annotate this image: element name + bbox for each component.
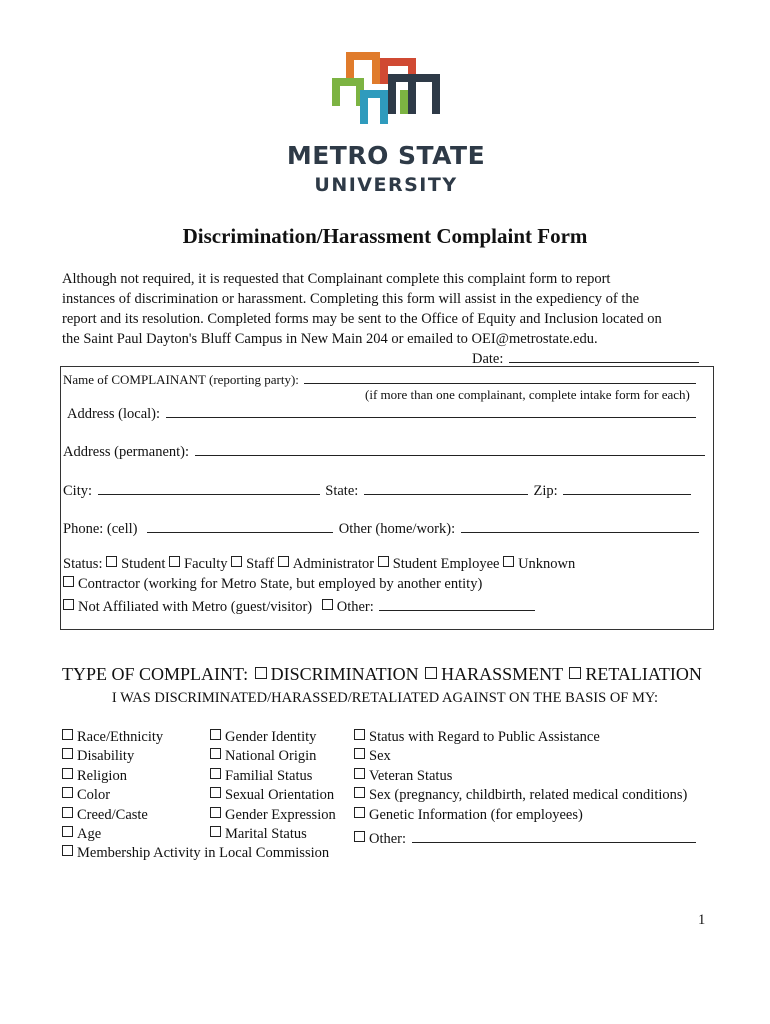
name-field[interactable] [304, 369, 696, 384]
logo-green-bar [332, 78, 364, 106]
checkbox[interactable] [378, 556, 389, 567]
basis-option[interactable]: Genetic Information (for employees) [354, 806, 698, 825]
status-option[interactable]: Unknown [503, 556, 575, 572]
basis-option[interactable]: Familial Status [210, 767, 336, 786]
not-affiliated-label: Not Affiliated with Metro (guest/visitor) [78, 599, 313, 615]
checkbox[interactable] [210, 787, 221, 798]
logo-title: METRO STATE [286, 141, 486, 170]
checkbox[interactable] [210, 768, 221, 779]
basis-option[interactable]: Sexual Orientation [210, 786, 336, 805]
basis-option[interactable]: Gender Identity [210, 728, 336, 747]
basis-option[interactable]: Membership Activity in Local Commission [62, 844, 329, 863]
checkbox[interactable] [569, 667, 581, 679]
zip-field[interactable] [563, 480, 691, 495]
status-option[interactable]: Administrator [278, 556, 374, 572]
status-other-field[interactable] [379, 596, 535, 611]
address-perm-label: Address (permanent): [63, 444, 190, 460]
checkbox[interactable] [169, 556, 180, 567]
state-field[interactable] [364, 480, 528, 495]
checkbox[interactable] [62, 787, 73, 798]
checkbox[interactable] [62, 729, 73, 740]
phone-cell-field[interactable] [147, 518, 333, 533]
address-local-label: Address (local): [67, 406, 161, 422]
status-row [63, 556, 575, 573]
basis-column-2 [210, 728, 336, 844]
checkbox[interactable] [210, 807, 221, 818]
phone-cell-label: Phone: (cell) [63, 521, 138, 537]
checkbox[interactable] [354, 831, 365, 842]
name-row [63, 369, 698, 388]
checkbox[interactable] [503, 556, 514, 567]
not-affiliated-row [63, 596, 537, 616]
basis-option[interactable]: Veteran Status [354, 767, 698, 786]
basis-heading: I WAS DISCRIMINATED/HARASSED/RETALIATED AGAINST ON THE BASIS OF MY: [111, 690, 659, 706]
logo-blue-bar [360, 90, 388, 124]
city-field[interactable] [98, 480, 320, 495]
basis-option[interactable]: Age [62, 825, 329, 844]
status-option[interactable]: Faculty [169, 556, 228, 572]
basis-option[interactable]: Disability [62, 747, 329, 766]
address-perm-field[interactable] [195, 441, 705, 456]
basis-option[interactable]: Creed/Caste [62, 806, 329, 825]
contractor-row[interactable] [63, 576, 482, 593]
basis-option[interactable]: Sex [354, 747, 698, 766]
name-note: (if more than one complainant, complete intake form for each) [365, 387, 690, 402]
checkbox[interactable] [210, 748, 221, 759]
checkbox[interactable] [354, 729, 365, 740]
contractor-label: Contractor (working for Metro State, but employed by another entity) [78, 576, 483, 592]
checkbox[interactable] [210, 729, 221, 740]
status-other-label: Other: [336, 599, 374, 615]
basis-column-3 [354, 728, 698, 849]
metro-state-logo [276, 44, 496, 144]
date-field[interactable] [509, 348, 699, 363]
checkbox[interactable] [63, 599, 74, 610]
intro-line: the Saint Paul Dayton's Bluff Campus in New Main 204 or emailed to OEI@metrostate.edu. [62, 331, 598, 347]
basis-option[interactable]: Race/Ethnicity [62, 728, 329, 747]
intro-line: report and its resolution. Completed forms may be sent to the Office of Equity and Inclusion located on [62, 311, 662, 327]
complaint-option[interactable]: DISCRIMINATION [253, 664, 419, 684]
date-label: Date: [472, 351, 504, 367]
city-row [63, 480, 693, 500]
basis-option[interactable]: Color [62, 786, 329, 805]
complaint-type-label: TYPE OF COMPLAINT: [62, 664, 249, 684]
complaint-type-row [62, 664, 702, 685]
name-label: Name of COMPLAINANT (reporting party): [63, 372, 299, 387]
intro-line: Although not required, it is requested that Complainant complete this complaint form to report [62, 271, 611, 287]
intro-paragraph [62, 269, 702, 349]
checkbox[interactable] [278, 556, 289, 567]
checkbox[interactable] [354, 787, 365, 798]
checkbox[interactable] [63, 576, 74, 587]
page-number: 1 [698, 912, 706, 928]
logo-subtitle: UNIVERSITY [314, 174, 458, 196]
complaint-option[interactable]: HARASSMENT [423, 664, 563, 684]
address-perm-row [63, 441, 707, 461]
basis-other-label: Other: [369, 831, 407, 848]
checkbox[interactable] [62, 826, 73, 837]
status-option[interactable]: Staff [231, 556, 274, 572]
checkbox[interactable] [354, 807, 365, 818]
zip-label: Zip: [533, 483, 558, 499]
basis-option[interactable]: Religion [62, 767, 329, 786]
checkbox[interactable] [62, 807, 73, 818]
basis-option[interactable]: National Origin [210, 747, 336, 766]
basis-other-row [354, 828, 698, 849]
status-option[interactable]: Student Employee [378, 556, 500, 572]
form-title: Discrimination/Harassment Complaint Form [182, 224, 588, 248]
phone-row [63, 518, 701, 538]
checkbox[interactable] [255, 667, 267, 679]
checkbox[interactable] [322, 599, 333, 610]
date-row [472, 348, 701, 368]
checkbox[interactable] [210, 826, 221, 837]
basis-option[interactable]: Marital Status [210, 825, 336, 844]
state-label: State: [325, 483, 359, 499]
checkbox[interactable] [106, 556, 117, 567]
logo-green-accent [400, 90, 408, 114]
phone-other-label: Other (home/work): [338, 521, 456, 537]
checkbox[interactable] [231, 556, 242, 567]
basis-other-field[interactable] [412, 828, 696, 843]
address-local-field[interactable] [166, 403, 696, 418]
basis-option[interactable]: Gender Expression [210, 806, 336, 825]
complaint-option[interactable]: RETALIATION [567, 664, 702, 684]
status-option[interactable]: Student [106, 556, 165, 572]
status-label: Status: [63, 556, 103, 572]
checkbox[interactable] [62, 768, 73, 779]
basis-option[interactable]: Sex (pregnancy, childbirth, related medical conditions) [354, 786, 698, 805]
complainant-box [60, 366, 714, 630]
phone-other-field[interactable] [461, 518, 699, 533]
checkbox[interactable] [62, 845, 73, 856]
intro-line: instances of discrimination or harassment. Completing this form will assist in the expediency of the [62, 291, 640, 307]
checkbox[interactable] [354, 748, 365, 759]
checkbox[interactable] [354, 768, 365, 779]
logo-dark-bar [388, 74, 440, 114]
checkbox[interactable] [62, 748, 73, 759]
address-local-row [67, 403, 698, 423]
basis-option[interactable]: Status with Regard to Public Assistance [354, 728, 698, 747]
city-label: City: [63, 483, 93, 499]
checkbox[interactable] [425, 667, 437, 679]
